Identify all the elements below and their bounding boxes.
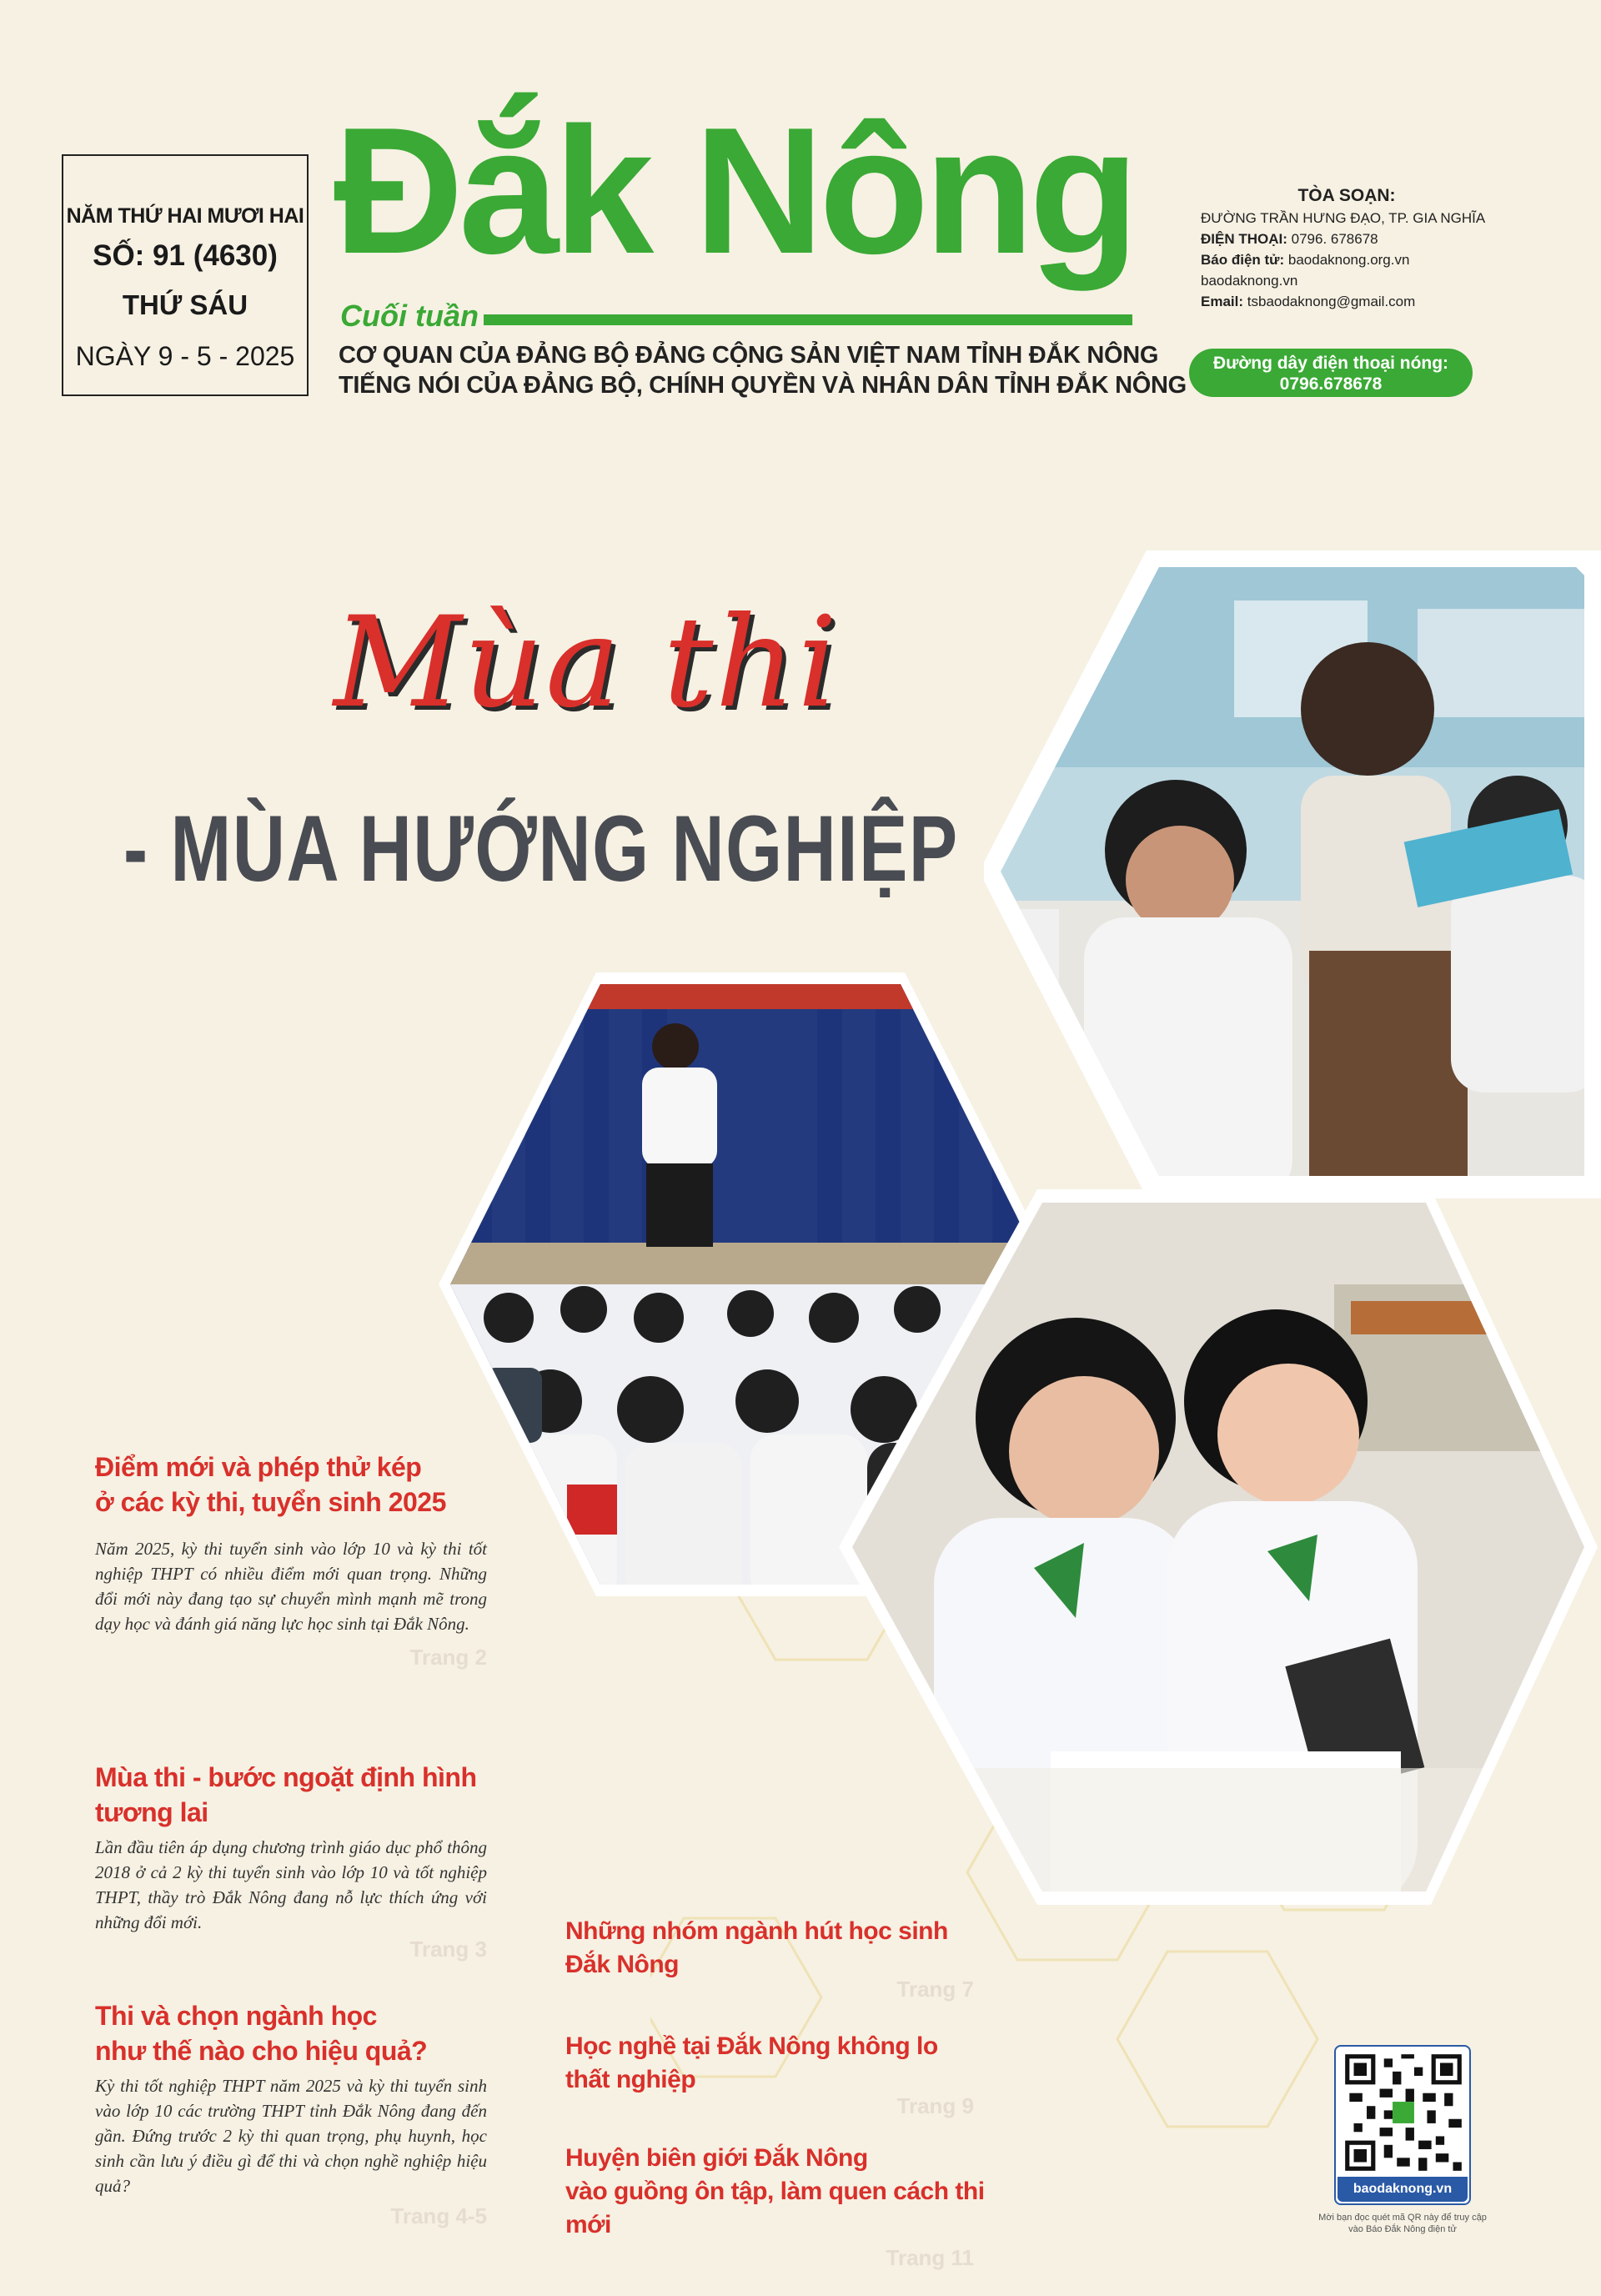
article-3-summary: Kỳ thi tốt nghiệp THPT năm 2025 và kỳ thi tuyển sinh vào lớp 10 các trường THPT tỉnh Đắk Nông đang đến gần. Đứng trước 2 kỳ thi quan trọng, phụ huynh, học sinh cần lưu ý điều gì để thi và chọn nghề nghiệp hiệu quả? [95, 2076, 487, 2196]
article-6-title-line1[interactable]: Huyện biên giới Đắk Nông [565, 2144, 868, 2172]
org-line-2: TIẾNG NÓI CỦA ĐẢNG BỘ, CHÍNH QUYỀN VÀ NHÂN DÂN TỈNH ĐẮK NÔNG [339, 372, 1187, 399]
qr-caption: Mời bạn đọc quét mã QR này để truy cập vào Báo Đắk Nông điện tử [1318, 2213, 1487, 2234]
article-2-title-line1[interactable]: Mùa thi - bước ngoặt định hình [95, 1762, 477, 1792]
qr-site-label[interactable]: baodaknong.vn [1338, 2177, 1468, 2202]
email-label: Email: [1201, 294, 1244, 309]
office-info [1201, 185, 1493, 312]
issue-info-box [62, 154, 309, 396]
article-4-title-line1[interactable]: Những nhóm ngành hút học sinh [565, 1917, 948, 1945]
title-underline [474, 314, 1132, 325]
web-label: Báo điện tử: [1201, 252, 1285, 268]
email-link[interactable]: tsbaodaknong@gmail.com [1247, 294, 1416, 309]
article-1-page[interactable]: Trang 2 [409, 1645, 487, 1670]
article-4-page[interactable]: Trang 7 [896, 1977, 974, 2002]
article-2-summary: Lần đầu tiên áp dụng chương trình giáo dục phổ thông 2018 ở cả 2 kỳ thi tuyển sinh vào lớp 10 và tốt nghiệp THPT, thầy trò Đắk Nông đang nỗ lực thích ứng với những đổi mới. [95, 1837, 487, 1932]
hotline-label: Đường dây điện thoại nóng: [1212, 354, 1449, 373]
qr-code-icon [1341, 2050, 1466, 2175]
photo-students-reading [834, 1184, 1601, 1910]
headline-subtitle: - MÙA HƯỚNG NGHIỆP [123, 796, 959, 901]
article-3-title-line1[interactable]: Thi và chọn ngành học [95, 2001, 377, 2031]
article-5-title-line2[interactable]: thất nghiệp [565, 2066, 696, 2093]
photo-teacher-classroom [984, 550, 1601, 1201]
article-2-title-line2[interactable]: tương lai [95, 1797, 208, 1827]
article-2[interactable] [95, 1760, 487, 1962]
phone-value: 0796. 678678 [1291, 231, 1378, 247]
article-5-title-line1[interactable]: Học nghề tại Đắk Nông không lo [565, 2032, 938, 2060]
web-link[interactable]: baodaknong.org.vn [1287, 252, 1410, 268]
article-3[interactable] [95, 1998, 487, 2229]
article-1[interactable] [95, 1449, 487, 1671]
office-address: ĐƯỜNG TRẦN HƯNG ĐẠO, TP. GIA NGHĨA [1201, 210, 1486, 226]
org-line-1: CƠ QUAN CỦA ĐẢNG BỘ ĐẢNG CỘNG SẢN VIỆT NAM TỈNH ĐẮK NÔNG [339, 342, 1159, 369]
office-title: TÒA SOẠN: [1297, 186, 1396, 205]
issue-date: NGÀY 9 - 5 - 2025 [75, 341, 295, 371]
article-6[interactable] [565, 2142, 1032, 2271]
article-1-title-line2[interactable]: ở các kỳ thi, tuyển sinh 2025 [95, 1487, 446, 1517]
phone-label: ĐIỆN THOẠI: [1201, 231, 1287, 247]
article-3-title-line2[interactable]: như thế nào cho hiệu quả? [95, 2036, 428, 2066]
issue-weekday: THỨ SÁU [122, 289, 248, 320]
article-4[interactable] [565, 1915, 982, 2002]
article-5-page[interactable]: Trang 9 [896, 2093, 974, 2118]
article-6-title-line2[interactable]: vào guồng ôn tập, làm quen cách thi mới [565, 2178, 985, 2238]
issue-number: SỐ: 91 (4630) [93, 239, 278, 272]
headline-script: Mùa thi [334, 590, 840, 736]
article-4-title-line2[interactable]: Đắk Nông [565, 1951, 680, 1978]
hotline-badge [1189, 349, 1473, 397]
hotline-number: 0796.678678 [1279, 374, 1383, 394]
article-6-page[interactable]: Trang 11 [886, 2245, 974, 2270]
article-5[interactable] [565, 2030, 982, 2119]
newspaper-title: Đắk Nông [334, 89, 1135, 291]
article-3-page[interactable]: Trang 4-5 [390, 2203, 487, 2228]
weekend-edition-label: Cuối tuần [340, 299, 484, 334]
article-2-page[interactable]: Trang 3 [409, 1937, 487, 1962]
web-link-2[interactable]: baodaknong.vn [1201, 273, 1298, 289]
article-1-title-line1[interactable]: Điểm mới và phép thử kép [95, 1452, 422, 1482]
issue-year: NĂM THỨ HAI MƯƠI HAI [66, 204, 304, 228]
article-1-summary: Năm 2025, kỳ thi tuyển sinh vào lớp 10 và kỳ thi tốt nghiệp THPT có nhiều điểm mới quan trọng. Những đổi mới này đang tạo sự chuyển mình mạnh mẽ trong dạy học và đánh giá năng lực học sinh tại Đắk Nông. [95, 1539, 487, 1634]
